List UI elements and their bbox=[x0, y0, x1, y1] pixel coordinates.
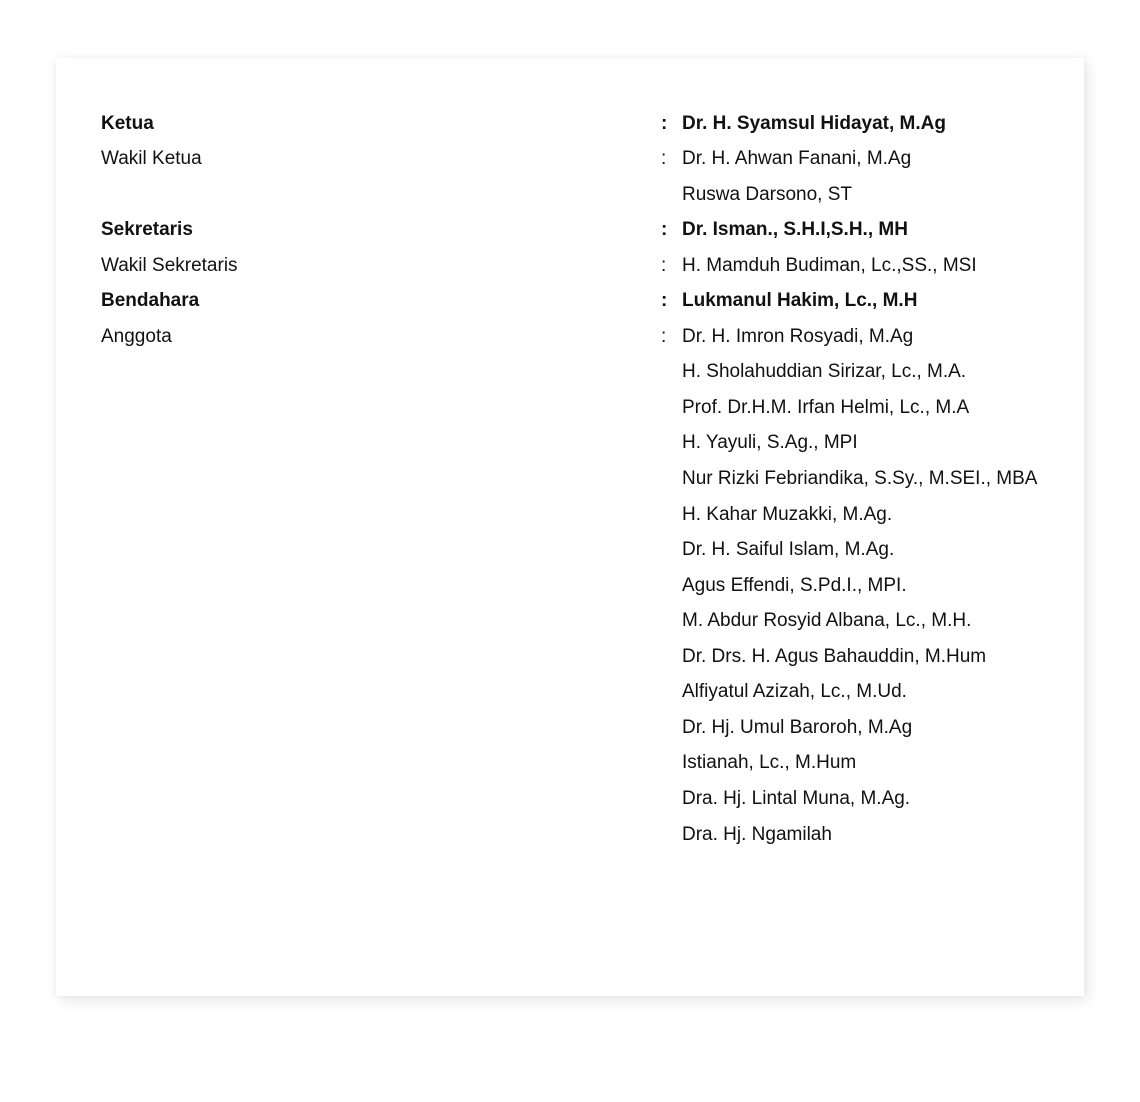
member-name: H. Yayuli, S.Ag., MPI bbox=[682, 432, 858, 453]
member-name: Dra. Hj. Lintal Muna, M.Ag. bbox=[682, 788, 911, 809]
anggota-row bbox=[56, 781, 1084, 817]
wakil-ketua-row bbox=[56, 177, 1084, 213]
member-name: Istianah, Lc., M.Hum bbox=[682, 752, 857, 773]
document-page bbox=[56, 58, 1084, 996]
anggota-row bbox=[56, 745, 1084, 781]
member-name: Prof. Dr.H.M. Irfan Helmi, Lc., M.A bbox=[682, 397, 970, 418]
member-name: Dr. H. Syamsul Hidayat, M.Ag bbox=[682, 113, 946, 134]
anggota-row bbox=[56, 603, 1084, 639]
ketua-row bbox=[56, 106, 1084, 142]
member-name: Dr. H. Imron Rosyadi, M.Ag bbox=[682, 326, 914, 347]
member-name: Dra. Hj. Ngamilah bbox=[682, 824, 832, 845]
member-name: H. Mamduh Budiman, Lc.,SS., MSI bbox=[682, 255, 977, 276]
anggota-row bbox=[56, 532, 1084, 568]
member-name: Dr. Isman., S.H.I,S.H., MH bbox=[682, 219, 908, 240]
anggota-row bbox=[56, 497, 1084, 533]
wakil-ketua-row bbox=[56, 141, 1084, 177]
separator: : bbox=[661, 113, 668, 134]
anggota-row bbox=[56, 639, 1084, 675]
anggota-row bbox=[56, 390, 1084, 426]
member-name: Lukmanul Hakim, Lc., M.H bbox=[682, 290, 918, 311]
member-name: Dr. H. Saiful Islam, M.Ag. bbox=[682, 539, 895, 560]
role-label-ketua: Ketua bbox=[101, 113, 154, 134]
role-label-sekretaris: Sekretaris bbox=[101, 219, 193, 240]
member-name: Dr. Hj. Umul Baroroh, M.Ag bbox=[682, 717, 913, 738]
separator: : bbox=[661, 326, 667, 347]
anggota-row bbox=[56, 674, 1084, 710]
member-name: Ruswa Darsono, ST bbox=[682, 184, 853, 205]
anggota-row bbox=[56, 425, 1084, 461]
wakil-sekretaris-row bbox=[56, 248, 1084, 284]
member-name: Dr. Drs. H. Agus Bahauddin, M.Hum bbox=[682, 646, 987, 667]
member-name: Nur Rizki Febriandika, S.Sy., M.SEI., MBA bbox=[682, 468, 1038, 489]
member-name: Alfiyatul Azizah, Lc., M.Ud. bbox=[682, 681, 907, 702]
member-name: H. Kahar Muzakki, M.Ag. bbox=[682, 504, 893, 525]
separator: : bbox=[661, 290, 668, 311]
member-name: Dr. H. Ahwan Fanani, M.Ag bbox=[682, 148, 912, 169]
bendahara-row bbox=[56, 283, 1084, 319]
separator: : bbox=[661, 219, 668, 240]
role-label-wakil-ketua: Wakil Ketua bbox=[101, 148, 202, 169]
anggota-row bbox=[56, 354, 1084, 390]
member-name: M. Abdur Rosyid Albana, Lc., M.H. bbox=[682, 610, 972, 631]
separator: : bbox=[661, 255, 667, 276]
role-label-anggota: Anggota bbox=[101, 326, 172, 347]
separator: : bbox=[661, 148, 667, 169]
role-label-bendahara: Bendahara bbox=[101, 290, 200, 311]
member-name: H. Sholahuddian Sirizar, Lc., M.A. bbox=[682, 361, 967, 382]
role-label-wakil-sekretaris: Wakil Sekretaris bbox=[101, 255, 238, 276]
member-name: Agus Effendi, S.Pd.I., MPI. bbox=[682, 575, 907, 596]
anggota-row bbox=[56, 461, 1084, 497]
anggota-row bbox=[56, 568, 1084, 604]
anggota-row bbox=[56, 710, 1084, 746]
anggota-row bbox=[56, 319, 1084, 355]
anggota-row bbox=[56, 817, 1084, 853]
sekretaris-row bbox=[56, 212, 1084, 248]
